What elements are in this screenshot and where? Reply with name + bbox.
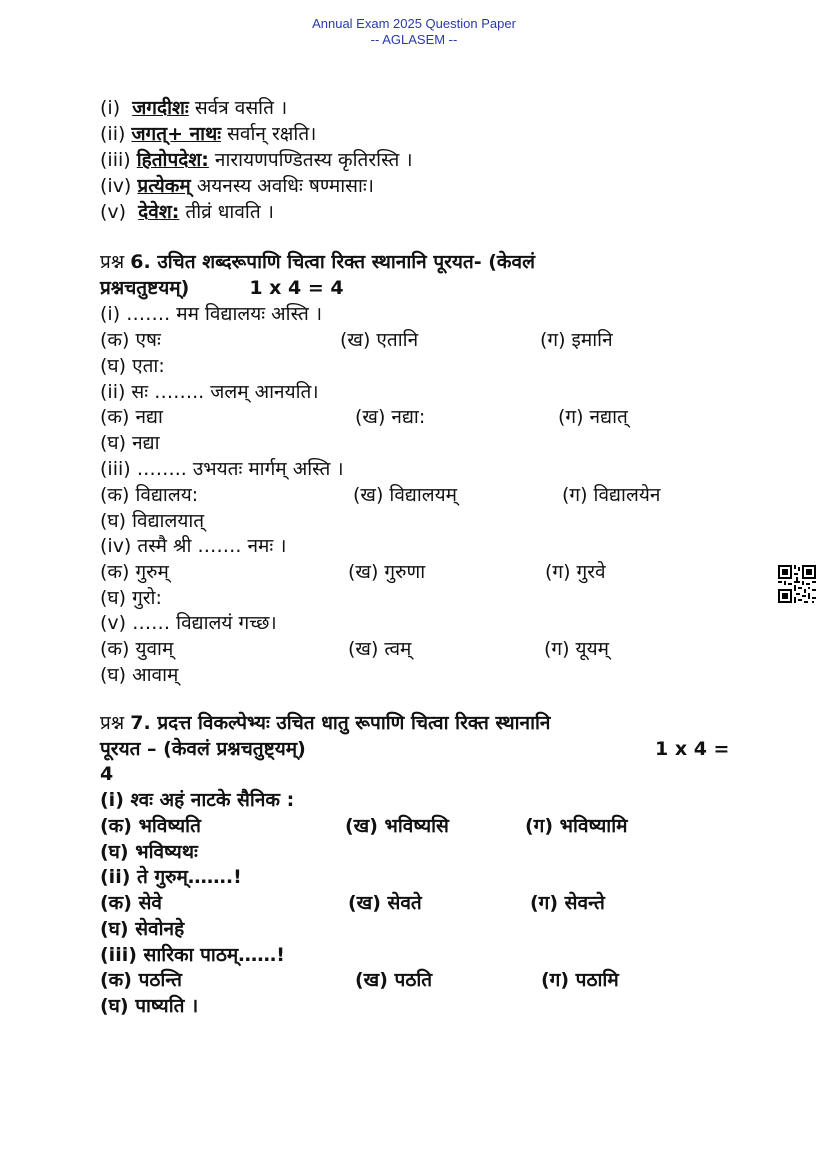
q6-title: प्रश्न 6. उचित शब्दरूपाणि चित्वा रिक्त स्थानानि पूरयत- (केवलं (100, 251, 535, 273)
q6-opt-d: (घ) आवाम् (100, 664, 179, 686)
answer-line: (iv) प्रत्येकम् अयनस्य अवधिः षण्मासाः। (100, 175, 374, 197)
q6-opt-d: (घ) नद्या (100, 432, 160, 454)
q7-opt-a: (क) पठन्ति (100, 969, 183, 991)
q6-opt-c: (ग) इमानि (540, 329, 613, 351)
page-header (0, 16, 828, 48)
q7-opt-a: (क) भविष्यति (100, 815, 201, 837)
header-title: Annual Exam 2025 Question Paper (312, 16, 516, 31)
q7-item-3: (iii) सारिका पाठम्……! (100, 944, 285, 966)
q7-opt-b: (ख) पठति (355, 969, 433, 991)
q6-opt-d: (घ) एता: (100, 355, 165, 377)
q6-opt-b: (ख) नद्या: (355, 406, 426, 428)
q7-opt-c: (ग) सेवन्ते (530, 892, 605, 914)
q6-opt-a: (क) नद्या (100, 406, 163, 428)
q6-opt-d: (घ) विद्यालयात् (100, 510, 205, 532)
q7-marks-cont: 4 (100, 763, 114, 785)
q6-opt-c: (ग) नद्यात् (558, 406, 628, 428)
q7-title: प्रश्न 7. प्रदत्त विकल्पेभ्यः उचित धातु रूपाणि चित्वा रिक्त स्थानानि (100, 712, 551, 734)
q7-opt-d: (घ) सेवोनहे (100, 918, 185, 940)
q6-item-5: (v) …… विद्यालयं गच्छ। (100, 612, 277, 634)
q6-opt-c: (ग) विद्यालयेन (562, 484, 661, 506)
q6-opt-c: (ग) गुरवे (545, 561, 606, 583)
q7-item-2: (ii) ते गुरुम्…….! (100, 866, 242, 888)
answer-line: (iii) हितोपदेश: नारायणपण्डितस्य कृतिरस्ति । (100, 149, 413, 171)
q6-marks: 1 x 4 = 4 (249, 277, 344, 299)
q6-opt-a: (क) गुरुम् (100, 561, 169, 583)
q7-opt-b: (ख) सेवते (348, 892, 422, 914)
q7-opt-c: (ग) पठामि (541, 969, 619, 991)
q7-marks: 1 x 4 = (655, 738, 730, 760)
q7-opt-b: (ख) भविष्यसि (345, 815, 449, 837)
q6-opt-b: (ख) विद्यालयम् (353, 484, 458, 506)
q6-opt-a: (क) एषः (100, 329, 161, 351)
q7-title-cont: पूरयत – (केवलं प्रश्नचतुष्ट्यम्) (100, 738, 306, 760)
q6-item-2: (ii) सः …….. जलम् आनयति। (100, 381, 319, 403)
q6-opt-a: (क) विद्यालय: (100, 484, 199, 506)
q6-opt-c: (ग) यूयम् (544, 638, 609, 660)
qr-code-icon[interactable] (778, 565, 816, 603)
q6-item-4: (iv) तस्मै श्री ……. नमः । (100, 535, 287, 557)
answer-line: (v) देवेश: तीव्रं धावति । (100, 201, 274, 223)
answer-line: (ii) जगत्+ नाथः सर्वान् रक्षति। (100, 123, 317, 145)
q7-opt-d: (घ) भविष्यथः (100, 841, 198, 863)
q6-item-1: (i) ……. मम विद्यालयः अस्ति । (100, 303, 323, 325)
q6-opt-b: (ख) त्वम् (348, 638, 412, 660)
answer-line: (i) जगदीशः सर्वत्र वसति । (100, 97, 288, 119)
header-source: -- AGLASEM -- (370, 32, 458, 47)
q7-opt-c: (ग) भविष्यामि (525, 815, 628, 837)
q6-opt-b: (ख) एतानि (340, 329, 419, 351)
q6-opt-a: (क) युवाम् (100, 638, 174, 660)
q7-item-1: (i) श्वः अहं नाटके सैनिक : (100, 789, 295, 811)
q7-opt-a: (क) सेवे (100, 892, 162, 914)
q6-item-3: (iii) …….. उभयतः मार्गम् अस्ति । (100, 458, 344, 480)
q7-opt-d: (घ) पाष्यति । (100, 995, 199, 1017)
q6-title-cont: प्रश्नचतुष्टयम्) 1 x 4 = 4 (100, 277, 344, 299)
q6-opt-d: (घ) गुरो: (100, 587, 162, 609)
q6-opt-b: (ख) गुरुणा (348, 561, 426, 583)
